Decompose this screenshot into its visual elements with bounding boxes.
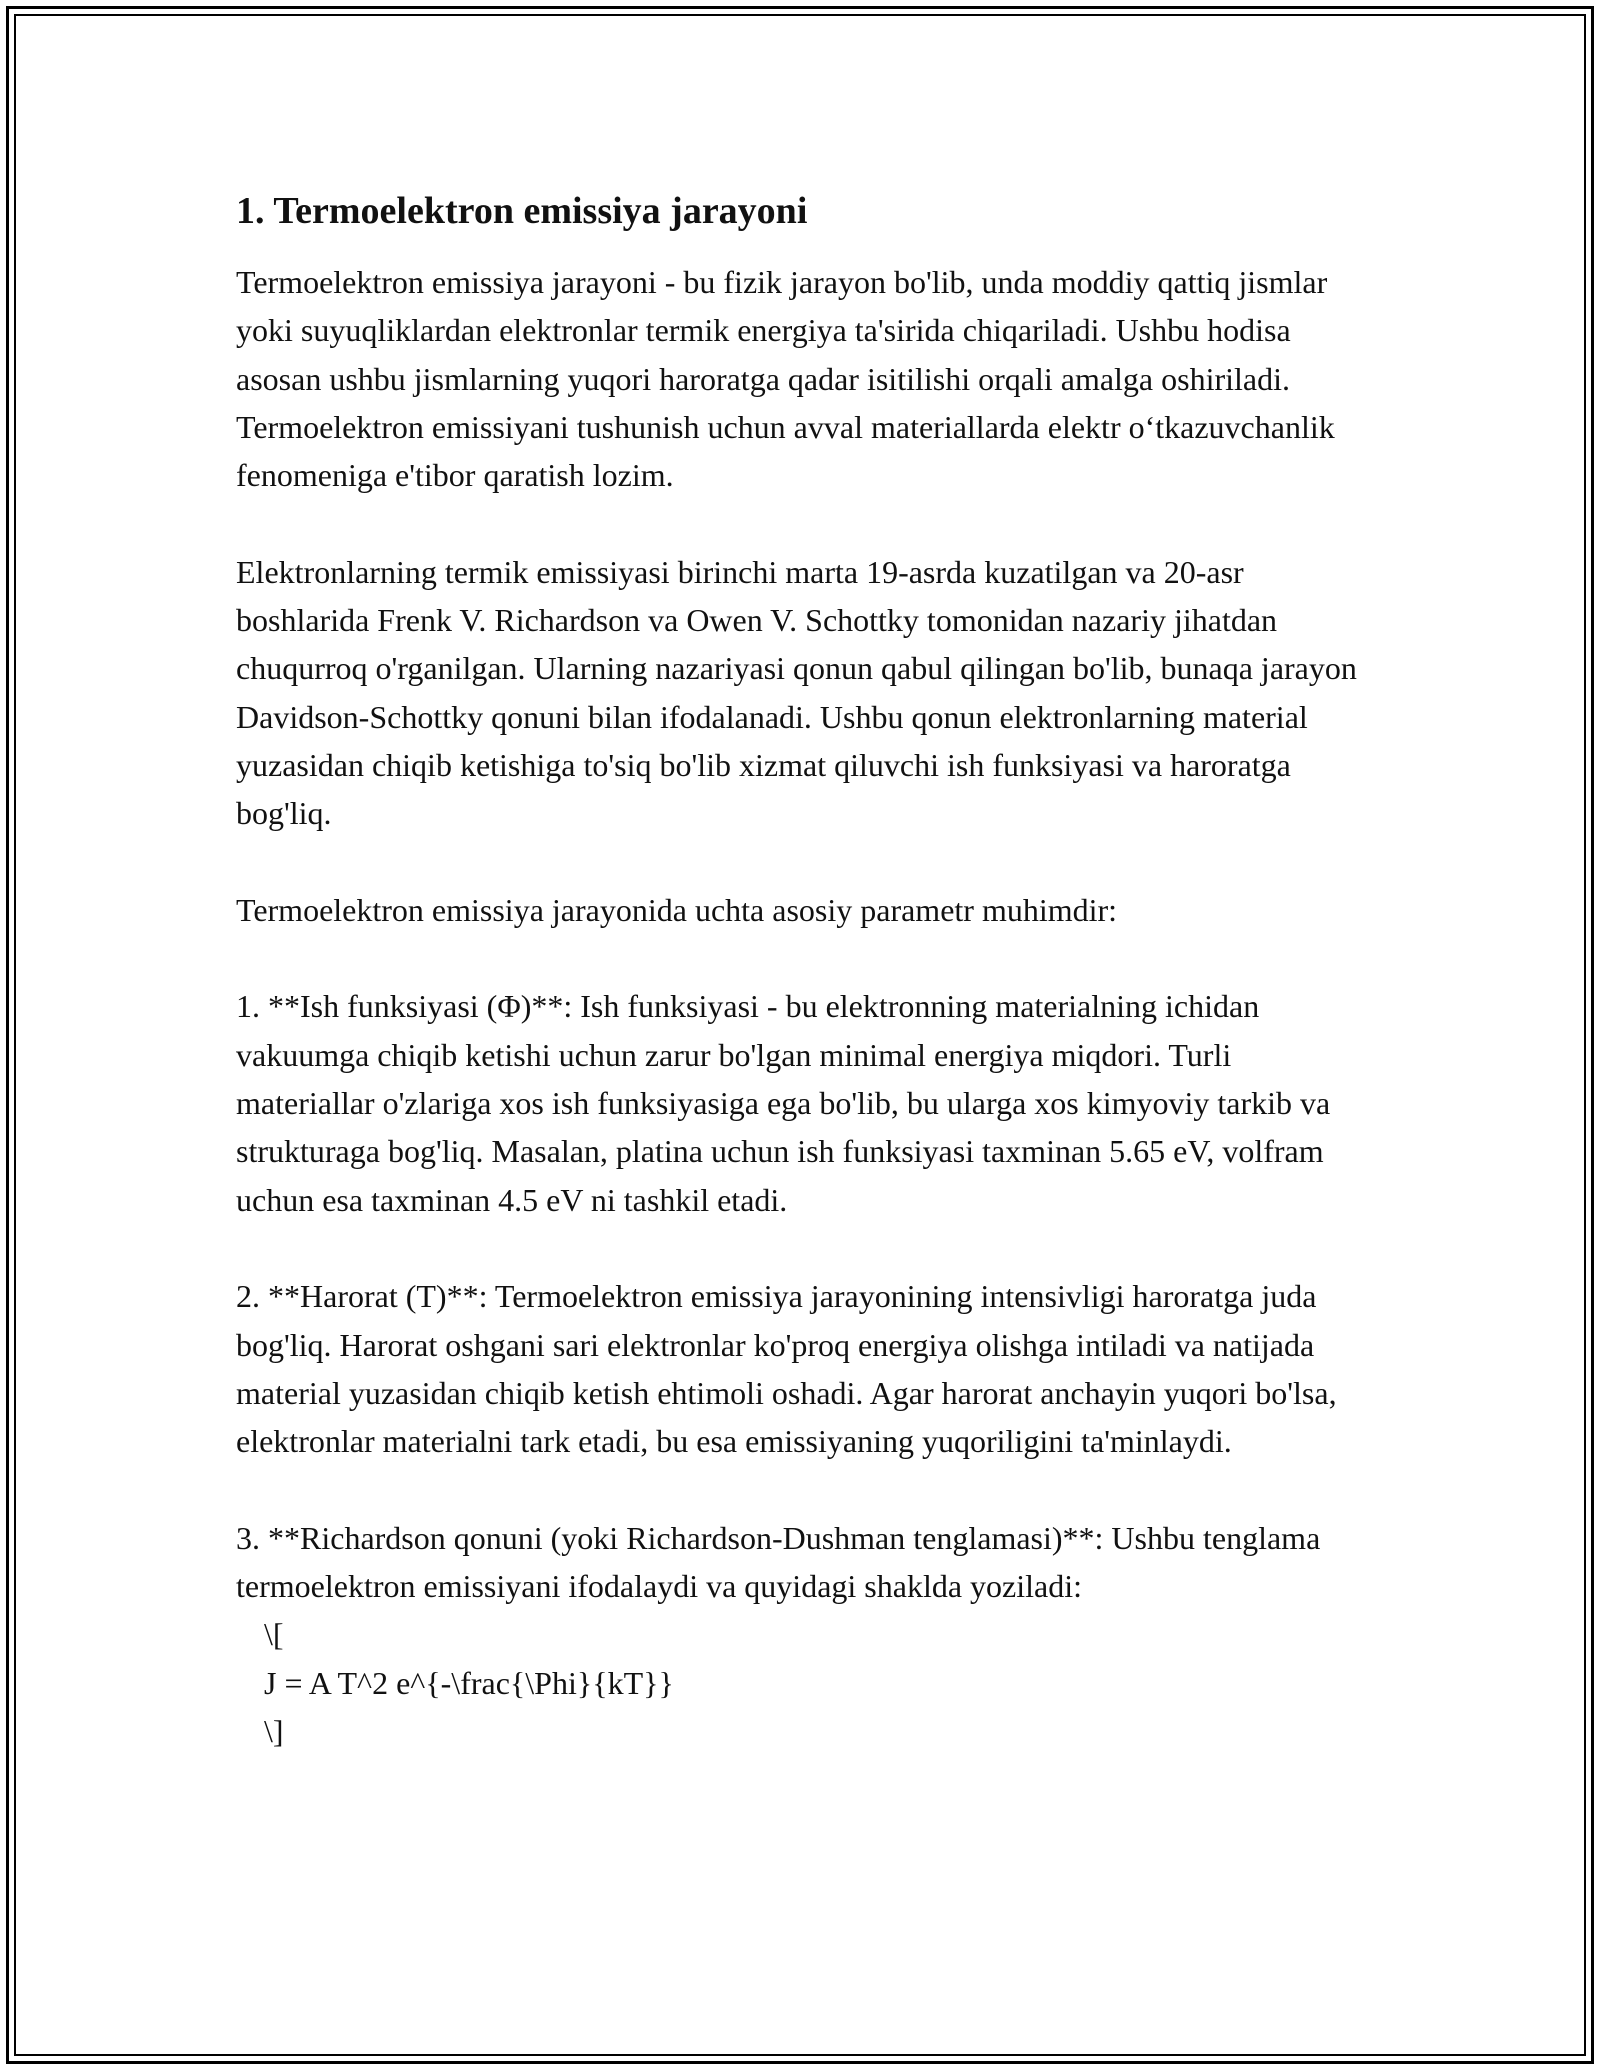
formula-close: \] (264, 1712, 284, 1749)
formula-open: \[ (264, 1616, 284, 1653)
document-body (236, 186, 1376, 1755)
list-item-work-function: 1. **Ish funksiyasi (Φ)**: Ish funksiyasi - bu elektronning materialning ichidan vakuumga chiqib ketishi uchun zarur bo'lgan minimal energiya miqdori. Turli materiallar o'zlariga xos ish funksiyasiga ega bo'lib, bu ularga xos kimyoviy tarkib va strukturaga bog'liq. Masalan, platina uchun ish funksiyasi taxminan 5.65 eV, volfram uchun esa taxminan 4.5 eV ni tashkil etadi. (236, 988, 1331, 1218)
list-item-temperature: 2. **Harorat (T)**: Termoelektron emissiya jarayonining intensivligi haroratga juda bog'liq. Harorat oshgani sari elektronlar ko'proq energiya olishga intiladi va natijada material yuzasidan chiqib ketish ehtimoli oshadi. Agar harorat anchayin yuqori bo'lsa, elektronlar materialni tark etadi, bu esa emissiyaning yuqoriligini ta'minlaydi. (236, 1278, 1337, 1460)
paragraph-intro: Termoelektron emissiya jarayoni - bu fizik jarayon bo'lib, unda moddiy qattiq jismlar yoki suyuqliklardan elektronlar termik energiya ta'sirida chiqariladi. Ushbu hodisa asosan ushbu jismlarning yuqori haroratga qadar isitilishi orqali amalga oshiriladi. Termoelektron emissiyani tushunish uchun avval materiallarda elektr o‘tkazuvchanlik fenomeniga e'tibor qaratish lozim. (236, 264, 1335, 494)
formula-block (236, 1610, 1376, 1755)
formula-body: J = A T^2 e^{-\frac{\Phi}{kT}} (264, 1664, 674, 1701)
paragraph-parameters-intro: Termoelektron emissiya jarayonida uchta asosiy parametr muhimdir: (236, 891, 1118, 928)
list-item-richardson-law: 3. **Richardson qonuni (yoki Richardson-Dushman tenglamasi)**: Ushbu tenglama termoelektron emissiyani ifodalaydi va quyidagi shaklda yoziladi: (236, 1519, 1321, 1605)
section-heading: 1. Termoelektron emissiya jarayoni (236, 190, 808, 232)
paragraph-history: Elektronlarning termik emissiyasi birinchi marta 19-asrda kuzatilgan va 20-asr boshlarida Frenk V. Richardson va Owen V. Schottky tomonidan nazariy jihatdan chuqurroq o'rganilgan. Ularning nazariyasi qonun qabul qilingan bo'lib, bunaqa jarayon Davidson-Schottky qonuni bilan ifodalanadi. Ushbu qonun elektronlarning material yuzasidan chiqib ketishiga to'siq bo'lib xizmat qiluvchi ish funksiyasi va haroratga bog'liq. (236, 553, 1357, 832)
